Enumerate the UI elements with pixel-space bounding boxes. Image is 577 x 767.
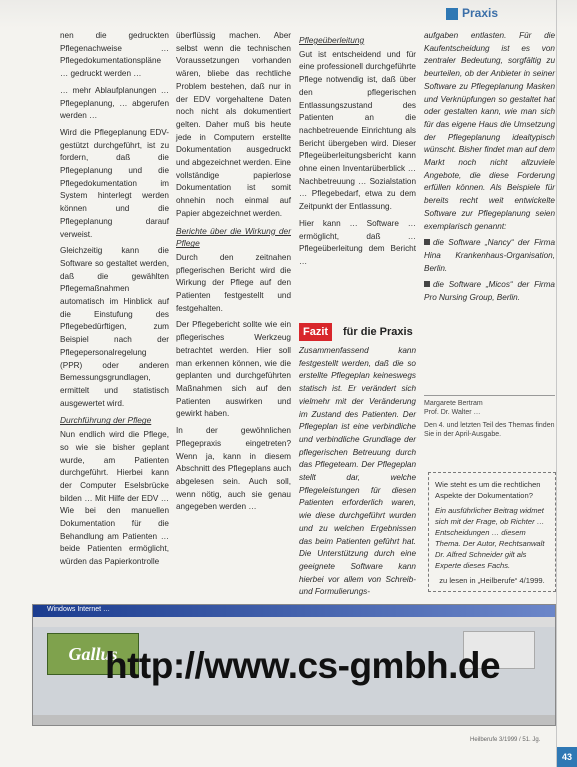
website-logo: Gallus	[47, 633, 139, 675]
column-3	[299, 30, 416, 320]
bullet-square-icon	[424, 239, 430, 245]
callout-box	[428, 472, 556, 592]
col4-bullet-2-text: die Software „Micos“ der Firma Pro Nursing Group, Berlin.	[424, 280, 555, 303]
author-block	[424, 392, 555, 439]
column-4	[424, 30, 555, 390]
col1-paragraph-1: nen die gedruckten Pflegenachweise … Pflegedokumentationspläne … gedruckt werden …	[60, 31, 169, 79]
col4-bullet-2	[424, 279, 555, 304]
col2-paragraph-1: überflüssig machen. Aber selbst wenn die technischen Voraussetzungen vorhanden wären, bliebe das rechtliche Problem bestehen, daß nur in der EDV vorgehaltene Daten noch nicht als dokumentiert gelten. Daher muß bis heute jede in Computern erstellte Dokumentation ausgedruckt und abgezeichnet werden. Eine vollständige papierlose Dokumentation ist somit ohnehin noch einmal auf Papier abgezeichnet werden.	[176, 31, 291, 218]
bullet-square-icon	[424, 281, 430, 287]
callout-text: Ein ausführlicher Beitrag widmet sich mit der Frage, ob Richter … Entscheidungen … diesem Thema. Der Autor, Rechtsanwalt Dr. Alfred Schneider gilt als Experte dieses Fachs.	[435, 506, 545, 570]
page-edge-line	[556, 0, 557, 767]
browser-title: Windows Internet …	[47, 606, 111, 613]
col3-paragraph-1: Gut ist entscheidend und für eine professionell durchgeführte Pflege notwendig ist, daß über den pflegerischen Entlassungszustand des Patienten an die nachbetreuende Einrichtung als Bericht übergeben wird. Dieser Pflegeüberleitungsbericht kann ohne einen Inventarüberblick … Nachbetreuung … Sozialstation … Pflegebedarf, etwa zu dem Zeitpunkt der Entlassung.	[299, 49, 416, 212]
browser-statusbar	[33, 715, 555, 725]
col3-heading-ueberleitung: Pflegeüberleitung	[299, 35, 365, 45]
author-divider	[424, 395, 555, 396]
website-url[interactable]: http://www.cs-gmbh.de	[105, 645, 501, 686]
col1-heading-durchfuehrung: Durchführung der Pflege	[60, 415, 152, 426]
col2-paragraph-2: Durch den zeitnahen pflegerischen Bericht wird die Wirkung der Pflege auf den Patienten festgestellt und festgehalten.	[176, 252, 291, 313]
callout-question: Wie steht es um die rechtlichen Aspekte der Dokumentation?	[435, 480, 541, 500]
col4-paragraph-1: aufgaben entlasten. Für die Kaufentscheidung ist es von zentraler Bedeutung, sorgfältig zu beurteilen, ob der Anbieter in seiner Software zu Pflegeplanung Masken und Verknüpfungen so gestaltet hat oder gestalten kann, wie man sich für das eigene Haus die Umsetzung der Pflegeplanung idealtypisch wünscht. Bisher findet man auf dem Markt noch nicht allzuviele Angebote, die diese Forderung erfüllen können. Als Beispiele für bereits recht weit entwickelte Software zur Pflegeplanung seien exemplarisch genannt:	[424, 31, 555, 231]
page-number: 43	[557, 747, 577, 767]
col2-paragraph-4: In der gewöhnlichen Pflegepraxis eingetreten? Wenn ja, kann in diesem Abschnitt des Pflegeplans auch abgelesen sein. Auch soll, wenn nötig, auch sie genau angegeben werden …	[176, 426, 291, 512]
website-screenshot	[32, 604, 556, 726]
col4-bullet-1-text: die Software „Nancy“ der Firma Hina Krankenhaus-Organisation, Berlin.	[424, 238, 555, 273]
author-name: Margarete Bertram	[424, 400, 483, 407]
fazit-title: für die Praxis	[343, 326, 413, 338]
fazit-badge: Fazit	[299, 323, 332, 341]
fazit-text: Zusammenfassend kann festgestellt werden, daß die so erstellte Pflegeplan keineswegs statisch ist. Er verändert sich vielmehr mit der Veränderung im Zustand des Patienten. Der Pflegeplan ist eine verbindliche und verbindliche Grundlage der pflegerischen Betreuung durch das Pflegeteam. Der Pflegeplan stellt dar, welche Pflegeleistungen für diesen Patienten erforderlich waren, wie diese durchgeführt wurden und zu welchen Ergebnissen das beim Patienten geführt hat. Die Unterstützung durch eine geeignete Software kann hierbei vor allem von Schreib- und Formulierungs-	[299, 346, 416, 597]
column-1	[60, 30, 169, 590]
journal-footer: Heilberufe 3/1999 / 51. Jg.	[470, 737, 541, 743]
section-label: Praxis	[462, 6, 499, 20]
fazit-heading	[299, 323, 416, 341]
col1-paragraph-5: Nun endlich wird die Pflege, so wie sie bisher geplant wurde, am Patienten durchgeführt. Hierbei kann der Computer Eselsbrücke bilden … Mit Hilfe der EDV … Wie bei den manuellen Dokumentation für die Behandlung am Patienten … beide Patienten ermöglicht, würden das Papierkontrolle	[60, 430, 169, 567]
author-note: Den 4. und letzten Teil des Themas finden Sie in der April-Ausgabe.	[424, 422, 555, 438]
col2-heading-berichte: Berichte über die Wirkung der Pflege	[176, 225, 291, 249]
col1-paragraph-3: Wird die Pflegeplanung EDV-gestützt durchgeführt, ist zu fordern, daß die Pflegeplanung und die Pflegedokumentation im System hinterlegt werden können und die Pflegeplanung darauf verweist.	[60, 127, 169, 239]
column-2	[176, 30, 291, 590]
col4-bullet-1	[424, 237, 555, 275]
callout-source: zu lesen in „Heilberufe“ 4/1999.	[439, 576, 545, 585]
col3-paragraph-2: Hier kann … Software … ermöglicht, daß … Pflegeüberleitung dem Bericht …	[299, 218, 416, 266]
section-marker	[446, 8, 458, 20]
author-role: Prof. Dr. Walter …	[424, 409, 481, 416]
col1-paragraph-4: Gleichzeitig kann die Software so gestaltet werden, daß die gewählten Pflegemaßnahmen automatisch im Hinblick auf die Einstufung des Pflegebedürftigen, zum Beispiel nach der Pflegepersonalregelung (PPR) oder anderen Bemessungsgrundlagen, ermittelt und statistisch ausgewertet wird.	[60, 246, 169, 408]
col1-paragraph-2: … mehr Ablaufplanungen … Pflegeplanung, … abgerufen werden …	[60, 85, 169, 121]
browser-toolbar	[33, 617, 555, 627]
browser-titlebar	[33, 605, 555, 617]
col2-paragraph-3: Der Pflegebericht sollte wie ein pflegerisches Werkzeug betrachtet werden. Hier soll man erkennen können, wie die geplanten und durchgeführten Maßnahmen sich auf den Patienten auswirken und gewirkt haben.	[176, 320, 291, 419]
